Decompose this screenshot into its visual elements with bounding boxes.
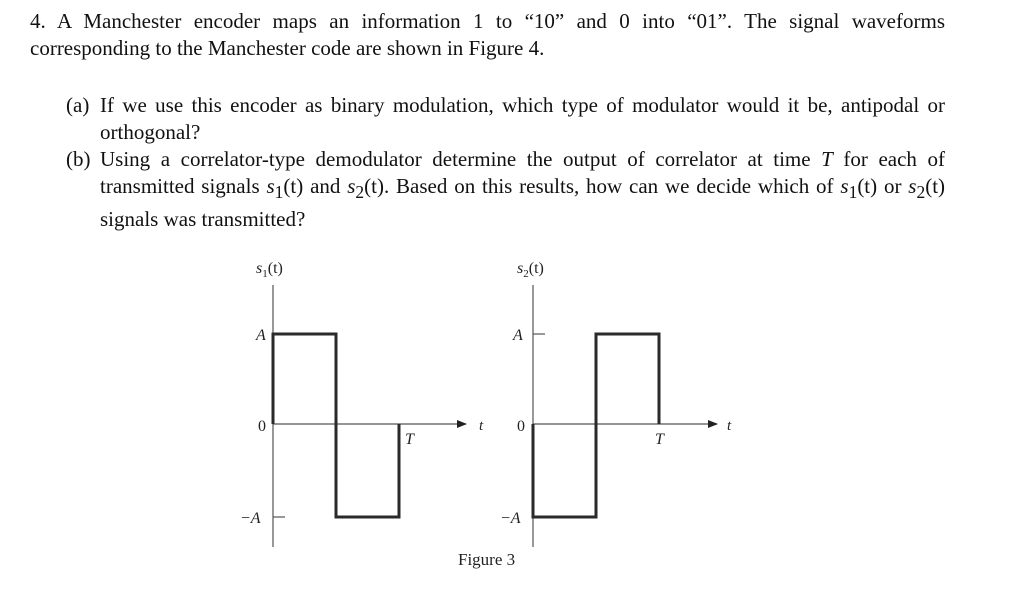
plot-s1-label-neg-a: −A	[240, 510, 261, 527]
plot-s2-t-label: T	[655, 431, 664, 448]
plot-s2-label-a: A	[513, 327, 523, 344]
part-b-var-t: T	[821, 147, 833, 171]
part-b-s2-sym: s	[347, 174, 356, 198]
part-b-text-2: for each of transmitted signals	[100, 147, 945, 198]
part-b-s2-sub: 2	[355, 182, 365, 203]
part-b-s1-sub-2: 1	[848, 182, 858, 203]
part-b-text-3: and	[310, 174, 341, 198]
plot-s2-label-neg-a: −A	[500, 510, 521, 527]
plot-s2-x-axis-label: t	[727, 418, 732, 434]
plot-s1-t-label: T	[405, 431, 414, 448]
plot-s1-title: $s_1(t)$	[256, 260, 283, 280]
plot-s1-waveform	[273, 334, 399, 517]
part-b-s1-arg: (t)	[283, 174, 304, 198]
part-b-s1-sym: s	[266, 174, 275, 198]
part-a-text: If we use this encoder as binary modulation, which type of modulator would it be, antipodal or orthogonal?	[100, 93, 945, 144]
part-b-label: (b)	[66, 147, 91, 171]
part-b-text-1: Using a correlator-type demodulator determine the output of correlator at time	[100, 147, 811, 171]
plot-s1	[240, 260, 484, 547]
plot-s2-waveform	[533, 334, 659, 517]
plot-s1-label-zero: 0	[258, 418, 266, 435]
problem-text: A Manchester encoder maps an information 1 to “10” and 0 into “01”. The signal waveforms corresponding to the Manchester code are shown in Figure 4.	[30, 9, 945, 60]
plot-s2	[500, 260, 732, 547]
part-b-text-6: signals was transmitted?	[100, 207, 306, 232]
part-b-s2-sub-2: 2	[916, 182, 926, 203]
problem-number: 4.	[30, 9, 46, 33]
plot-s1-x-axis-label: t	[479, 418, 484, 434]
part-a-label: (a)	[66, 93, 90, 117]
plot-s2-label-zero: 0	[517, 418, 525, 435]
part-b-text-5: or	[883, 174, 902, 198]
plot-s2-title: $s_2(t)$	[517, 260, 544, 280]
part-b-s1-arg-2: (t)	[857, 174, 878, 198]
figure-caption: Figure 3	[458, 550, 516, 569]
part-b-s1-sym-2: s	[840, 174, 849, 198]
part-b-s1-sub: 1	[274, 182, 284, 203]
part-b-s2-sym-2: s	[908, 174, 917, 198]
part-b-s2-arg-2: (t)	[925, 174, 946, 198]
part-b-s2-arg: (t)	[364, 174, 384, 198]
part-b-text-4: . Based on this results, how can we decide which of	[383, 174, 834, 198]
plot-s1-label-a: A	[256, 327, 266, 344]
